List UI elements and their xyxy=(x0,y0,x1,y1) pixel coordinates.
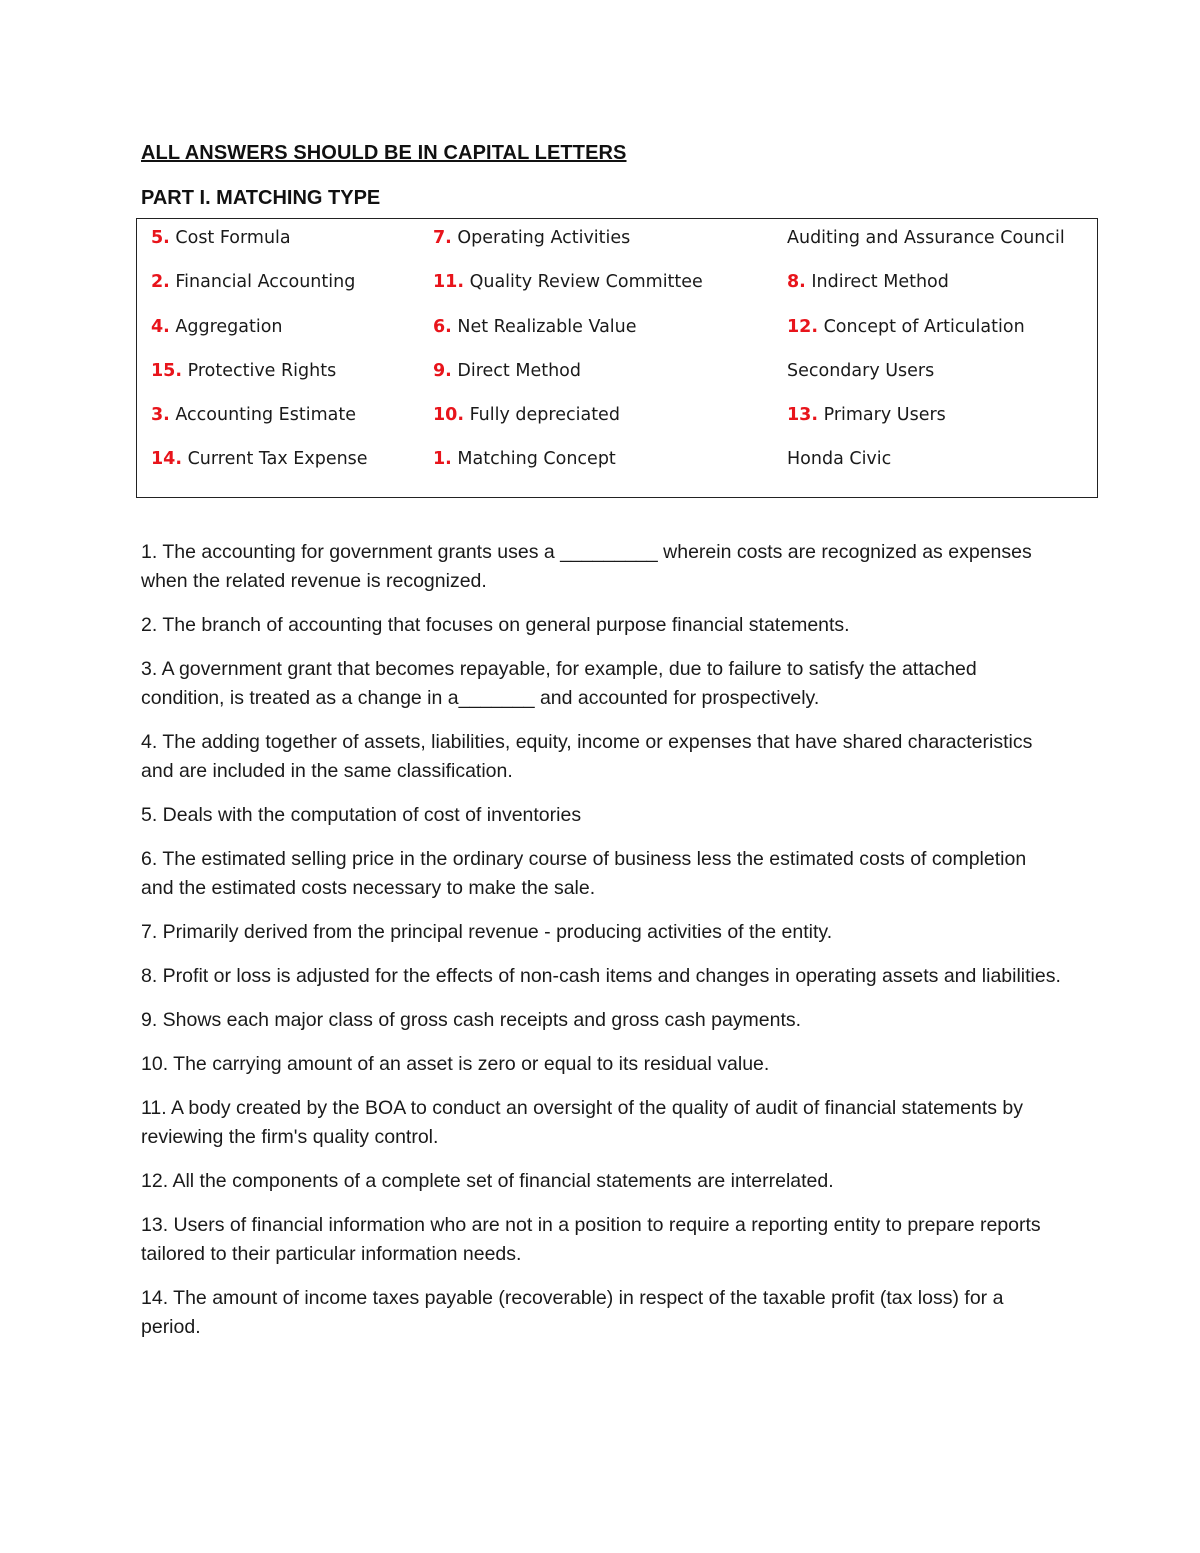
question-item: 11. A body created by the BOA to conduct an oversight of the quality of audit of financial statements by reviewing the firm's quality control. xyxy=(141,1097,1024,1148)
choice-term: Cost Formula xyxy=(169,228,291,248)
matching-choice xyxy=(433,405,620,425)
choice-term: Aggregation xyxy=(169,317,283,337)
choice-term: Financial Accounting xyxy=(169,272,356,292)
choice-number: 10. xyxy=(433,405,465,425)
question-item: 13. Users of financial information who are not in a position to require a reporting entity to prepare reports tailored to their particular information needs. xyxy=(141,1214,1041,1265)
question-list xyxy=(141,538,1061,1357)
answer-instruction: ALL ANSWERS SHOULD BE IN CAPITAL LETTERS xyxy=(141,142,627,164)
choice-term: Protective Rights xyxy=(182,361,337,381)
matching-choice xyxy=(151,361,336,381)
choice-term: Current Tax Expense xyxy=(182,449,368,469)
question-item: 14. The amount of income taxes payable (recoverable) in respect of the taxable profit (tax loss) for a period. xyxy=(141,1287,1004,1338)
matching-choice xyxy=(151,272,355,292)
matching-choice xyxy=(433,272,703,292)
question-item: 12. All the components of a complete set of financial statements are interrelated. xyxy=(141,1170,834,1192)
choice-term: Direct Method xyxy=(451,361,581,381)
matching-choice xyxy=(433,449,616,469)
matching-row xyxy=(137,317,1097,347)
matching-choice xyxy=(433,361,581,381)
choice-number: 5. xyxy=(151,228,170,248)
choice-term: Accounting Estimate xyxy=(169,405,356,425)
choice-number: 11. xyxy=(433,272,465,292)
choice-number: 15. xyxy=(151,361,183,381)
choice-term: Matching Concept xyxy=(451,449,616,469)
choice-term: Honda Civic xyxy=(787,449,892,469)
question-item: 10. The carrying amount of an asset is zero or equal to its residual value. xyxy=(141,1053,770,1075)
choice-number: 9. xyxy=(433,361,452,381)
matching-choice xyxy=(433,228,630,248)
question-item: 5. Deals with the computation of cost of inventories xyxy=(141,804,582,826)
matching-row xyxy=(137,272,1097,302)
question-item: 2. The branch of accounting that focuses on general purpose financial statements. xyxy=(141,614,850,636)
choice-term: Quality Review Committee xyxy=(464,272,703,292)
question-item: 3. A government grant that becomes repayable, for example, due to failure to satisfy the attached condition, is treated as a change in a_______ and accounted for prospectively. xyxy=(141,658,977,709)
matching-choice xyxy=(787,272,949,292)
choice-number: 2. xyxy=(151,272,170,292)
choice-number: 13. xyxy=(787,405,819,425)
choice-number: 4. xyxy=(151,317,170,337)
choice-term: Operating Activities xyxy=(451,228,631,248)
matching-choice xyxy=(787,317,1025,337)
matching-choice xyxy=(151,228,291,248)
choice-number: 6. xyxy=(433,317,452,337)
choice-number: 8. xyxy=(787,272,806,292)
matching-row xyxy=(137,405,1097,435)
matching-choice xyxy=(433,317,637,337)
matching-row xyxy=(137,449,1097,479)
choice-number: 7. xyxy=(433,228,452,248)
part-title: PART I. MATCHING TYPE xyxy=(141,187,381,209)
matching-choice xyxy=(787,228,1065,248)
matching-choice xyxy=(787,405,946,425)
choice-term: Primary Users xyxy=(818,405,946,425)
question-item: 8. Profit or loss is adjusted for the effects of non-cash items and changes in operating assets and liabilities. xyxy=(141,965,1061,987)
question-item: 1. The accounting for government grants uses a _________ wherein costs are recognized as expenses when the related revenue is recognized. xyxy=(141,541,1032,592)
matching-choice xyxy=(151,449,368,469)
choice-number: 3. xyxy=(151,405,170,425)
choice-term: Indirect Method xyxy=(805,272,949,292)
question-item: 9. Shows each major class of gross cash receipts and gross cash payments. xyxy=(141,1009,802,1031)
matching-row xyxy=(137,361,1097,391)
choice-term: Auditing and Assurance Council xyxy=(787,228,1065,248)
choice-number: 14. xyxy=(151,449,183,469)
matching-choice xyxy=(151,317,283,337)
matching-choices-box xyxy=(136,218,1098,498)
matching-choice xyxy=(787,449,891,469)
choice-term: Secondary Users xyxy=(787,361,935,381)
question-item: 6. The estimated selling price in the ordinary course of business less the estimated costs of completion and the estimated costs necessary to make the sale. xyxy=(141,848,1027,899)
choice-number: 12. xyxy=(787,317,819,337)
matching-choice xyxy=(151,405,356,425)
question-item: 4. The adding together of assets, liabilities, equity, income or expenses that have shared characteristics and are included in the same classification. xyxy=(141,731,1033,782)
choice-term: Fully depreciated xyxy=(464,405,620,425)
matching-choice xyxy=(787,361,934,381)
choice-term: Net Realizable Value xyxy=(451,317,637,337)
choice-term: Concept of Articulation xyxy=(818,317,1025,337)
choice-number: 1. xyxy=(433,449,452,469)
question-item: 7. Primarily derived from the principal revenue - producing activities of the entity. xyxy=(141,921,833,943)
matching-row xyxy=(137,228,1097,258)
